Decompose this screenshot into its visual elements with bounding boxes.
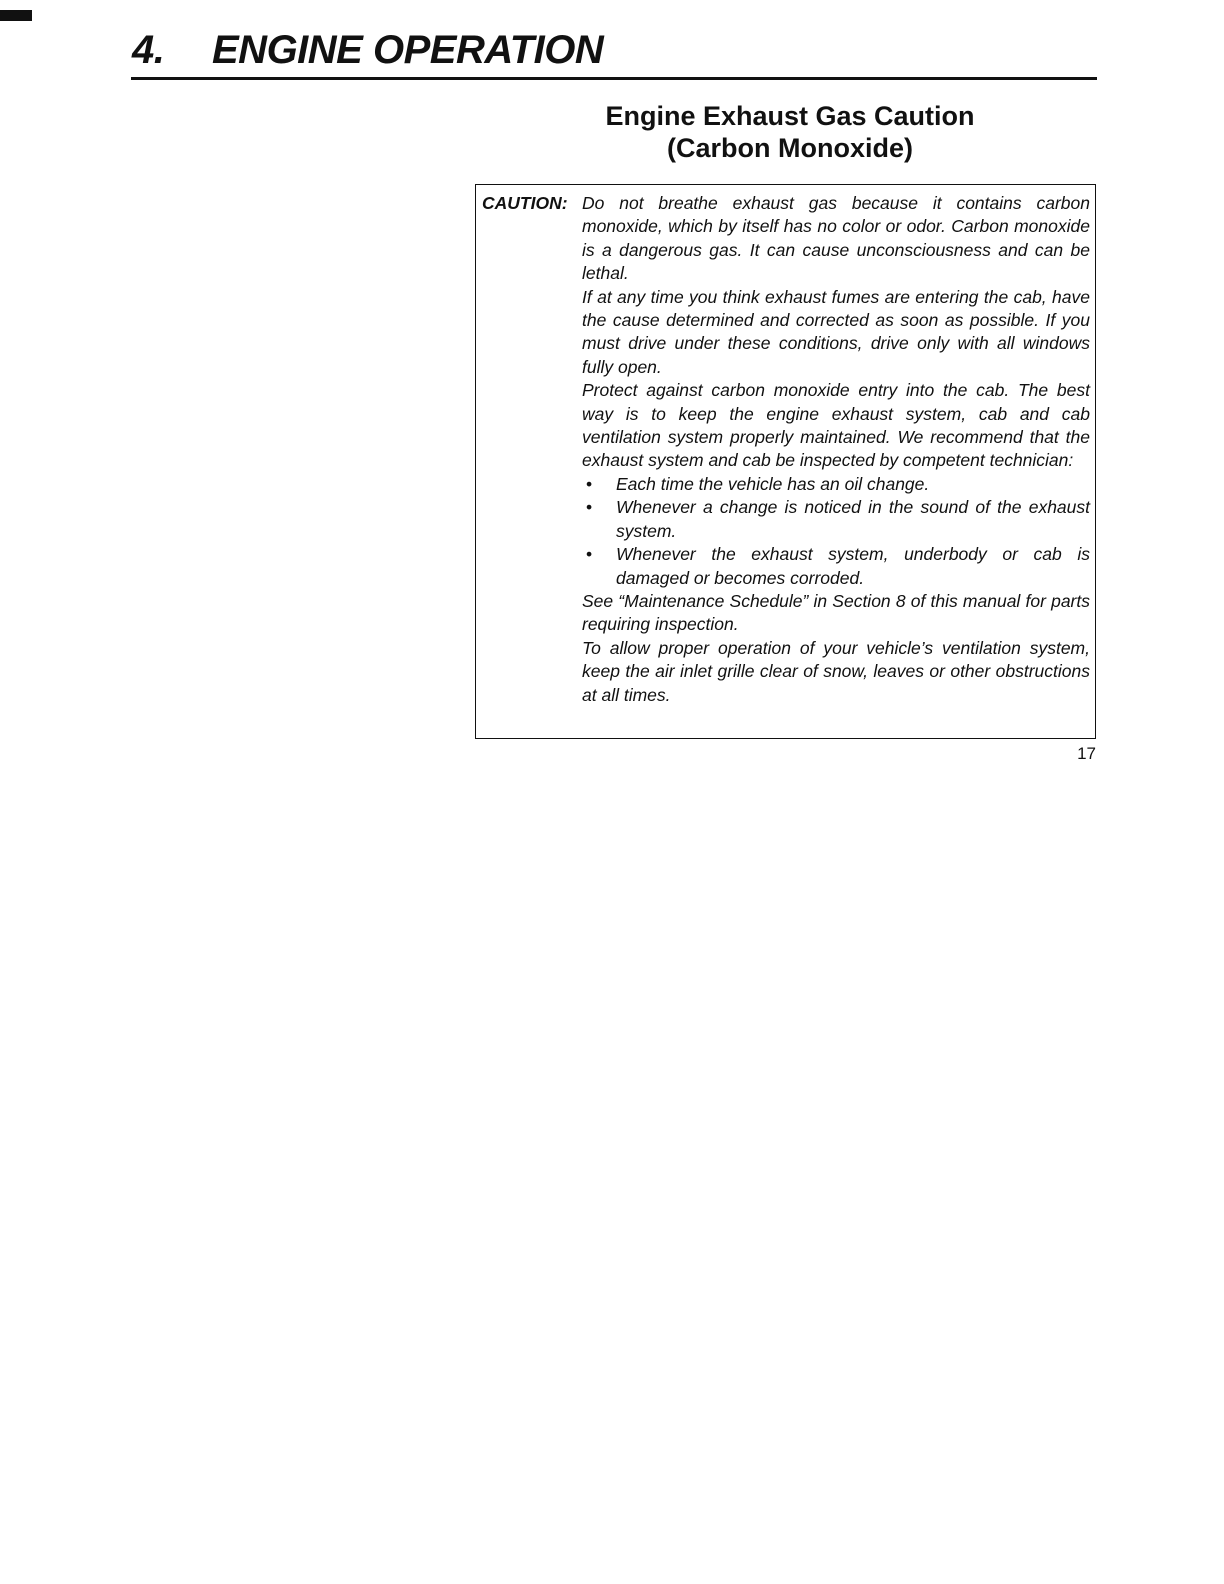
- caution-paragraph: To allow proper operation of your vehicle’s ventilation system, keep the air inlet grille clear of snow, leaves or other obstructions at all times.: [582, 637, 1090, 705]
- subtitle-line-2: (Carbon Monoxide): [667, 133, 913, 163]
- section-header: [132, 28, 1097, 72]
- section-heading: [132, 28, 1097, 72]
- page-subtitle: [560, 100, 1020, 164]
- caution-box: [475, 184, 1096, 739]
- section-title: ENGINE OPERATION: [212, 28, 604, 72]
- bullet-icon: •: [586, 473, 593, 494]
- page-number: 17: [1077, 744, 1096, 763]
- list-item-text: Whenever a change is noticed in the sound of the exhaust system.: [616, 497, 1090, 541]
- scan-corner-mark: [0, 10, 32, 21]
- section-divider: [131, 77, 1097, 80]
- caution-body: [582, 192, 1090, 707]
- caution-label: CAUTION:: [482, 193, 568, 213]
- subtitle-line-1: Engine Exhaust Gas Caution: [605, 101, 975, 131]
- list-item: [582, 543, 1090, 590]
- caution-paragraph: See “Maintenance Schedule” in Section 8 of this manual for parts requiring inspection.: [582, 590, 1090, 635]
- caution-paragraph: Protect against carbon monoxide entry into the cab. The best way is to keep the engine exhaust system, cab and cab ventilation system properly maintained. We recommend that the exhaust system and cab be inspected by competent technician:: [582, 380, 1090, 471]
- section-number: 4.: [132, 28, 165, 72]
- bullet-icon: •: [586, 497, 593, 518]
- caution-paragraph: Do not breathe exhaust gas because it contains carbon monoxide, which by itself has no color or odor. Carbon monoxide is a dangerous gas. It can cause unconsciousness and can be lethal.: [582, 193, 1090, 284]
- caution-paragraph: If at any time you think exhaust fumes are entering the cab, have the cause determined and corrected as soon as possible. If you must drive under these conditions, drive only with all windows fully open.: [582, 286, 1090, 377]
- list-item: [582, 473, 1090, 496]
- list-item: [582, 496, 1090, 543]
- list-item-text: Each time the vehicle has an oil change.: [616, 473, 930, 494]
- list-item-text: Whenever the exhaust system, underbody or cab is damaged or becomes corroded.: [616, 544, 1090, 588]
- inspection-list: [582, 473, 1090, 590]
- bullet-icon: •: [586, 544, 593, 565]
